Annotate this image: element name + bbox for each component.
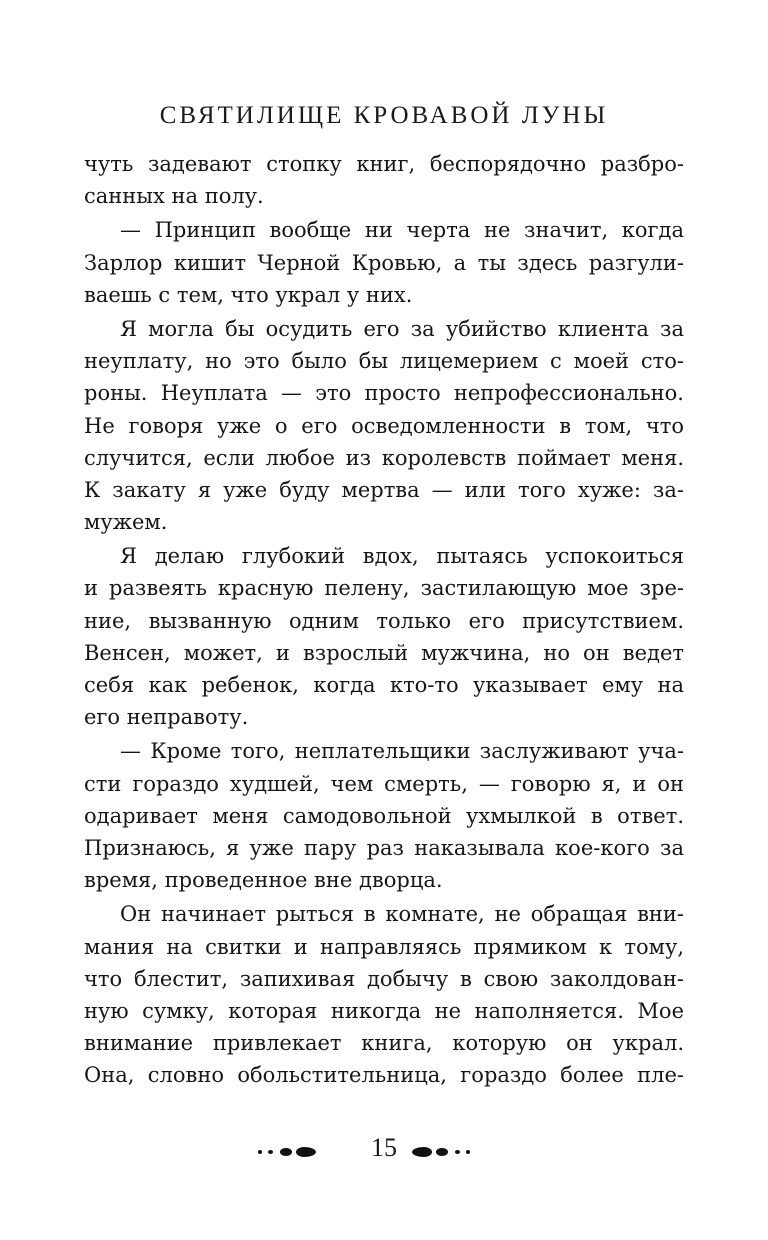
text-line: чуть задевают стопку книг, беспорядочно разбро- [84, 152, 684, 176]
text-line: ние, вызванную одним только его присутствием. [84, 608, 684, 633]
text-line: — Кроме того, неплательщики заслуживают уча- [120, 739, 684, 764]
text-line: санных на полу. [84, 184, 264, 209]
text-line: и развеять красную пелену, застилающую мое зре- [84, 576, 684, 601]
text-line: ваешь с тем, что украл у них. [84, 282, 413, 307]
text-line: Признаюсь, я уже пару раз наказывала кое-кого за [84, 835, 684, 860]
page-number: 15 [371, 1133, 397, 1162]
text-line: мужем. [84, 510, 168, 535]
text-line: что блестит, запихивая добычу в свою заколдован- [84, 966, 684, 991]
text-line: мания на свитки и направляясь прямиком к тому, [84, 934, 684, 959]
page-footer [0, 1128, 768, 1168]
text-line: одаривает меня самодовольной ухмылкой в ответ. [84, 803, 684, 828]
text-line: Он начинает рыться в комнате, не обращая вни- [120, 902, 684, 927]
running-head: СВЯТИЛИЩЕ КРОВАВОЙ ЛУНЫ [159, 102, 609, 129]
text-line: К закату я уже буду мертва — или того хуже: за- [84, 477, 684, 502]
text-line: случится, если любое из королевств поймает меня. [84, 445, 684, 470]
text-line: его неправоту. [84, 705, 249, 730]
text-line: Я могла бы осудить его за убийство клиента за [120, 316, 684, 341]
text-line: неуплату, но это было бы лицемерием с моей сто- [84, 349, 684, 374]
text-line: Я делаю глубокий вдох, пытаясь успокоиться [120, 544, 684, 569]
text-line: ную сумку, которая никогда не наполняется. Мое [84, 998, 684, 1023]
right-ornament-icon [410, 1145, 470, 1159]
text-line: роны. Неуплата — это просто непрофессионально. [84, 381, 684, 406]
text-line: Не говоря уже о его осведомленности в том, что [84, 413, 684, 438]
text-line: Зарлор кишит Черной Кровью, а ты здесь разгули- [84, 250, 684, 275]
text-line: сти гораздо худшей, чем смерть, — говорю я, и он [84, 771, 684, 796]
body-text [84, 148, 684, 1091]
text-line: время, проведенное вне дворца. [84, 868, 443, 893]
text-line: Она, словно обольстительница, гораздо более пле- [84, 1063, 684, 1088]
text-line: — Принцип вообще ни черта не значит, когда [120, 218, 684, 243]
text-line: себя как ребенок, когда кто-то указывает ему на [84, 673, 684, 697]
text-line: Венсен, может, и взрослый мужчина, но он ведет [84, 640, 684, 665]
text-line: внимание привлекает книга, которую он украл. [84, 1031, 684, 1056]
